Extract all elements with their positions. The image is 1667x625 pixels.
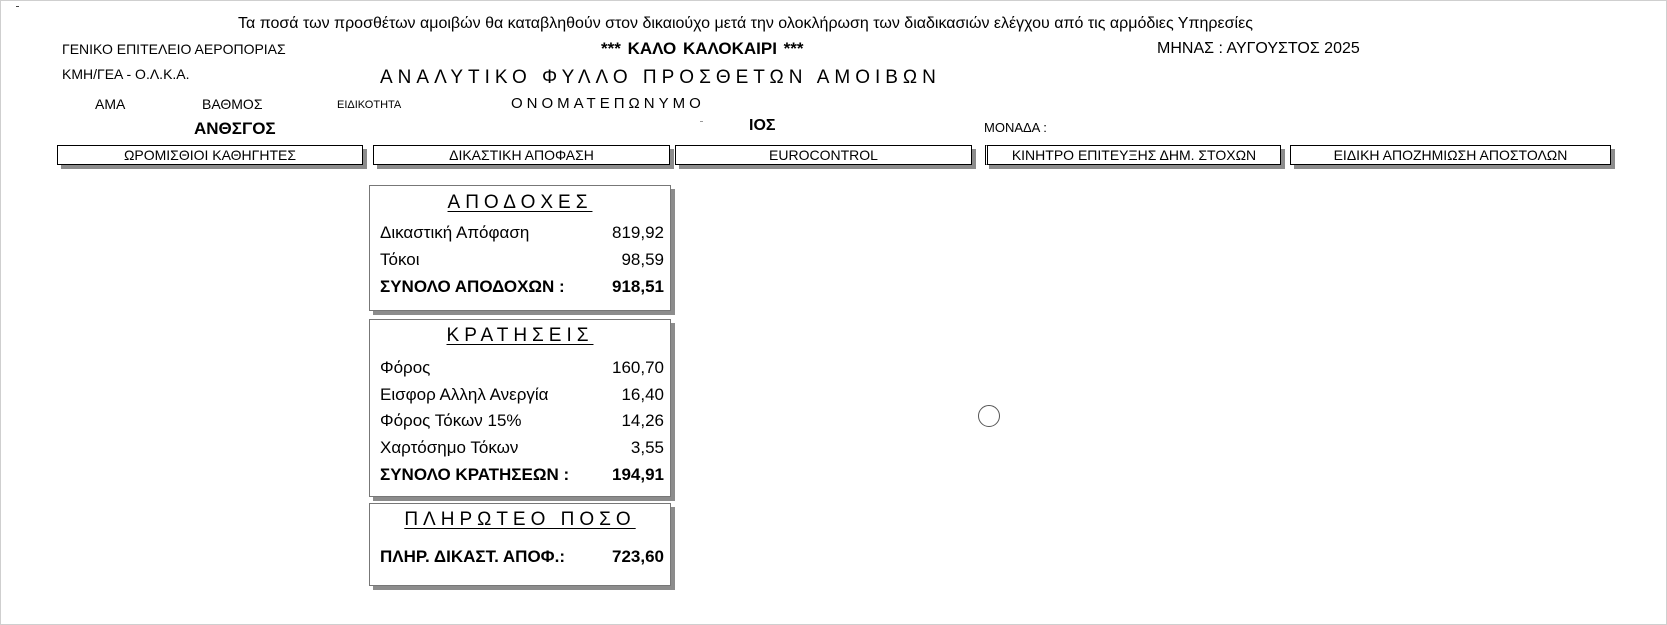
month-label: ΜΗΝΑΣ : ΑΥΓΟΥΣΤΟΣ 2025	[1157, 40, 1360, 57]
cursor-ring	[978, 405, 1000, 427]
deductions-title: ΚΡΑΤΗΣΕΙΣ	[446, 325, 594, 346]
deductions-item-label: Φόρος Τόκων 15%	[380, 411, 522, 430]
deductions-item-label: Φόρος	[380, 358, 431, 377]
deductions-item-value: 3,55	[630, 438, 664, 457]
earnings-row	[380, 250, 664, 274]
tab-court-decision[interactable]: ΔΙΚΑΣΤΙΚΗ ΑΠΟΦΑΣΗ	[373, 145, 670, 165]
ama-label: ΑΜΑ	[95, 96, 126, 112]
payable-value: 723,60	[612, 547, 664, 566]
deductions-item-value: 160,70	[612, 358, 664, 377]
tab-eurocontrol[interactable]: EUROCONTROL	[675, 145, 972, 165]
deductions-total-row	[380, 465, 664, 489]
name-value: ΙΟΣ	[749, 117, 776, 134]
tab-hourly-teachers[interactable]: ΩΡΟΜΙΣΘΙΟΙ ΚΑΘΗΓΗΤΕΣ	[57, 145, 363, 165]
payable-label: ΠΛΗΡ. ΔΙΚΑΣΤ. ΑΠΟΦ.:	[380, 547, 566, 566]
earnings-item-value: 98,59	[621, 250, 664, 269]
deductions-row	[380, 438, 664, 462]
org-line-1: ΓΕΝΙΚΟ ΕΠΙΤΕΛΕΙΟ ΑΕΡΟΠΟΡΙΑΣ	[62, 41, 286, 57]
rank-label: ΒΑΘΜΟΣ	[202, 96, 263, 112]
deductions-item-value: 16,40	[621, 385, 664, 404]
earnings-title: ΑΠΟΔΟΧΕΣ	[447, 192, 593, 213]
earnings-total-row	[380, 277, 664, 301]
corner-mark	[16, 6, 19, 7]
earnings-total-label: ΣΥΝΟΛΟ ΑΠΟΔΟΧΩΝ :	[380, 277, 565, 296]
tab-special-mission-compensation[interactable]: ΕΙΔΙΚΗ ΑΠΟΖΗΜΙΩΣΗ ΑΠΟΣΤΟΛΩΝ	[1290, 145, 1611, 165]
org-line-2: ΚΜΗ/ΓΕΑ - Ο.Λ.Κ.Α.	[62, 66, 190, 82]
deductions-item-label: Εισφορ Αλληλ Ανεργία	[380, 385, 549, 404]
deductions-row	[380, 411, 664, 435]
deductions-total-value: 194,91	[612, 465, 664, 484]
notice-text: Τα ποσά των προσθέτων αμοιβών θα καταβληθούν στον δικαιούχο μετά την ολοκλήρωση των διαδικασιών ελέγχου από τις αρμόδιες Υπηρεσίες	[238, 15, 1253, 32]
deductions-row	[380, 385, 664, 409]
deductions-panel	[369, 319, 671, 497]
deductions-row	[380, 358, 664, 382]
greeting-text: *** ΚΑΛΟ ΚΑΛΟΚΑΙΡΙ ***	[601, 39, 804, 58]
stray-mark	[700, 121, 703, 122]
earnings-panel	[369, 185, 671, 311]
name-label: ΟΝΟΜΑΤΕΠΩΝΥΜΟ	[511, 95, 705, 112]
unit-label: ΜΟΝΑΔΑ :	[984, 120, 1047, 135]
earnings-item-value: 819,92	[612, 223, 664, 242]
earnings-item-label: Τόκοι	[380, 250, 420, 269]
tab-incentive-targets[interactable]: ΚΙΝΗΤΡΟ ΕΠΙΤΕΥΞΗΣ ΔΗΜ. ΣΤΟΧΩΝ	[985, 145, 1281, 165]
sheet-title: ΑΝΑΛΥΤΙΚΟ ΦΥΛΛΟ ΠΡΟΣΘΕΤΩΝ ΑΜΟΙΒΩΝ	[380, 67, 941, 88]
payable-title: ΠΛΗΡΩΤΕΟ ΠΟΣΟ	[404, 509, 636, 530]
payable-row	[380, 547, 664, 571]
deductions-item-label: Χαρτόσημο Τόκων	[380, 438, 519, 457]
payable-panel	[369, 503, 671, 586]
rank-value: ΑΝΘΣΓΟΣ	[194, 119, 276, 138]
deductions-item-value: 14,26	[621, 411, 664, 430]
specialty-label: ΕΙΔΙΚΟΤΗΤΑ	[337, 99, 402, 111]
earnings-item-label: Δικαστική Απόφαση	[380, 223, 530, 242]
deductions-total-label: ΣΥΝΟΛΟ ΚΡΑΤΗΣΕΩΝ :	[380, 465, 570, 484]
earnings-total-value: 918,51	[612, 277, 664, 296]
earnings-row	[380, 223, 664, 247]
